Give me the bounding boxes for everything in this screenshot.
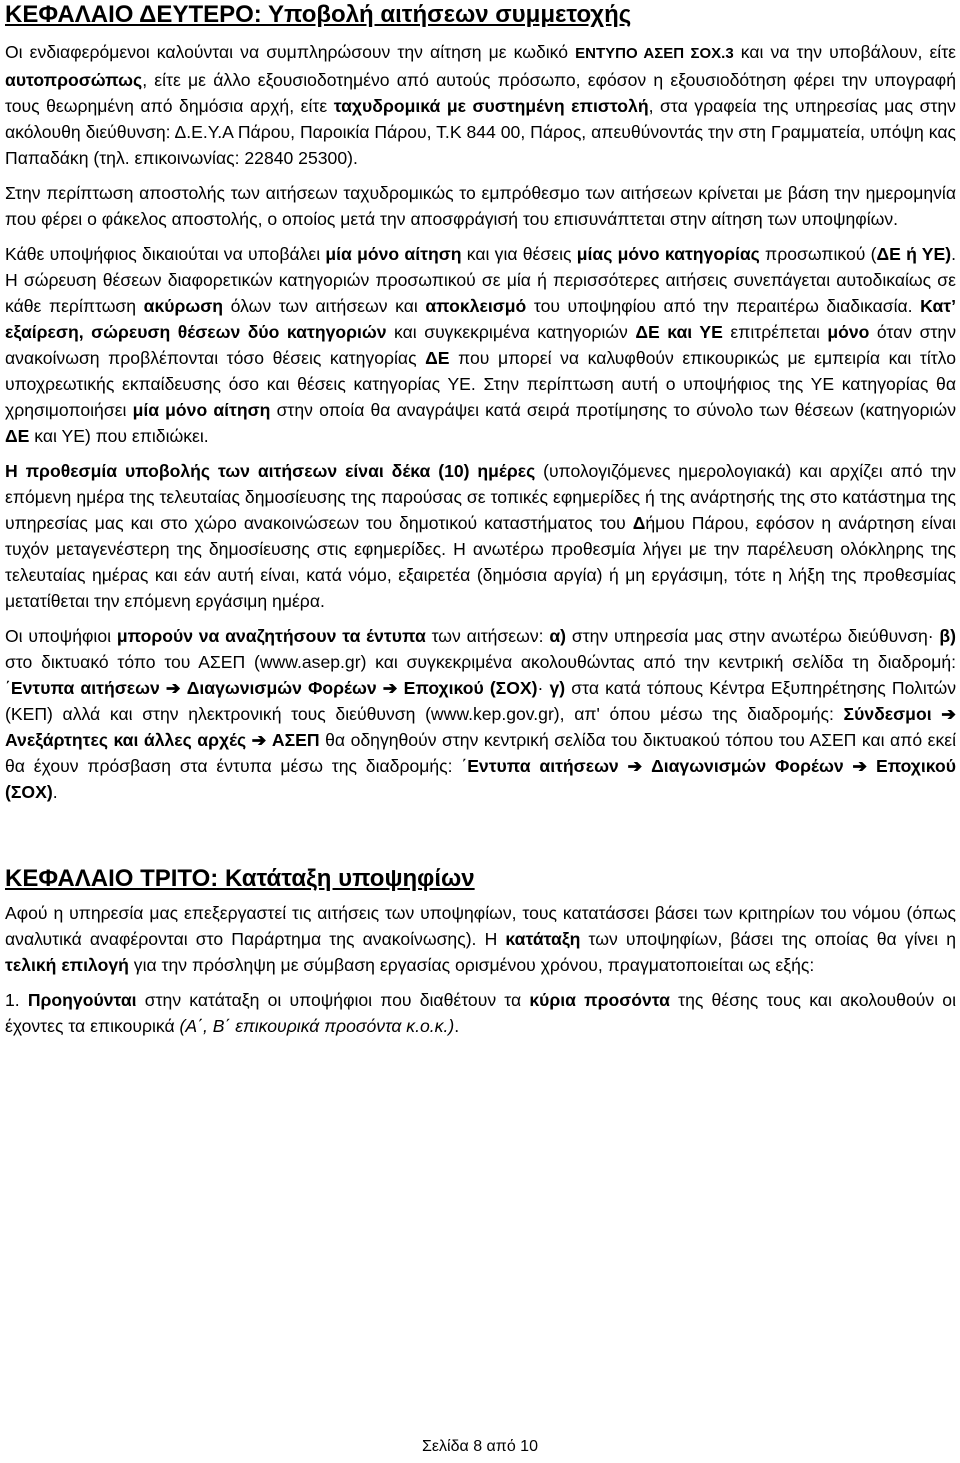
text: θα οδηγηθούν στην κεντρική σελίδα του δικτυακού τόπου του ΑΣΕΠ και από εκεί θα έχουν πρόσβαση στα έντυπα μέσω της διαδρομής: ΄ — [5, 730, 956, 776]
text: απευθύνοντάς την στη Γραμματεία, υπόψη κας Παπαδάκη (τηλ. επικοινωνίας: 22840 25300). — [5, 122, 956, 168]
text: στην κατάταξη οι υποψήφιοι που διαθέτουν τα — [136, 990, 530, 1010]
path-step: ΑΣΕΠ — [271, 730, 320, 750]
text: και συγκεκριμένα κατηγοριών — [386, 322, 636, 342]
deadline: Η προθεσμία υποβολής των αιτήσεων είναι δέκα (10) ημέρες — [5, 461, 536, 481]
path-step: Ανεξάρτητες και άλλες αρχές — [5, 730, 247, 750]
emphasis: μία μόνο αίτηση — [325, 244, 462, 264]
path-step: Εποχικού (ΣΟΧ) — [5, 756, 957, 802]
emphasis: β) — [939, 626, 956, 646]
text: και να την υποβάλουν, είτε — [733, 42, 956, 62]
section-gap — [5, 814, 956, 864]
text: όλων των αιτήσεων και — [223, 296, 426, 316]
text: , στα γραφεία της υπηρεσίας μας στην ακόλουθη διεύθυνση: — [5, 96, 956, 142]
emphasis: μία μόνο αίτηση — [132, 400, 271, 420]
ranking-paragraph — [5, 900, 956, 978]
form-code: ΕΝΤΥΠΟ ΑΣΕΠ ΣΟΧ.3 — [575, 45, 734, 62]
emphasis: ΔΕ — [5, 426, 30, 446]
text: στο δικτυακό τόπο του ΑΣΕΠ (www.asep.gr) και συγκεκριμένα ακολουθώντας από την κεντρική σελίδα τη διαδρομή: ΄ — [5, 652, 956, 698]
text: ήμου Πάρου, εφόσον η ανάρτηση είναι τυχόν μεταγενέστερη της δημοσίευσης στις εφημερίδες. Η ανωτέρω προθεσμία λήγει με την παρέλευση ολόκληρης της τελευταίας ημέρας και εάν αυτή είναι, κατά νόμο, εξαιρετέα (δημόσια αργία) ή μη εργάσιμη, τότε η λήξη της προθεσμίας μετατίθεται την επόμενη εργάσιμη ημέρα. — [5, 513, 956, 611]
deadline-paragraph — [5, 458, 956, 614]
text: των αιτήσεων: — [425, 626, 550, 646]
registered-mail: ταχυδρομικά με συστημένη επιστολή — [333, 96, 649, 116]
emphasis: κατάταξη — [505, 929, 581, 949]
text: · — [537, 678, 550, 698]
emphasis: Κατ’ εξαίρεση, σώρευση θέσεων δύο κατηγοριών — [5, 296, 956, 342]
emphasis: μπορούν να αναζητήσουν τα έντυπα — [116, 626, 426, 646]
arrow-right-icon: ➔ — [251, 730, 267, 750]
emphasis: ΔΕ — [425, 348, 450, 368]
path-step: Διαγωνισμών Φορέων — [186, 678, 377, 698]
text: στην υπηρεσία μας στην ανωτέρω διεύθυνση· — [566, 626, 940, 646]
text: (υπολογιζόμενες ημερολογιακά) και αρχίζει από την επόμενη ημέρα της τελευταίας δημοσίευσης της παρούσας σε τοπικές εφημερίδες ή της ανάρτησής της στο κατάστημα της υπηρεσίας μας και στο χώρο ανακοινώσεων του δημοτικού καταστήματος του — [5, 461, 956, 533]
text: στην οποία θα αναγράψει κατά σειρά προτίμησης το σύνολο των θέσεων (κατηγοριών — [270, 400, 956, 420]
ranking-item-1 — [5, 987, 956, 1039]
text: . — [52, 782, 58, 802]
text: που μπορεί να καλυφθούν επικουρικώς με εμπειρία και τίτλο υποχρεωτικής εκπαίδευσης όσο και θέσεις κατηγορίας ΥΕ. Στην περίπτωση αυτή ο υποψήφιος της ΥΕ κατηγορίας θα χρησιμοποιήσει — [5, 348, 956, 420]
text: του υποψηφίου από την περαιτέρω διαδικασία. — [526, 296, 921, 316]
one-application-paragraph — [5, 241, 956, 449]
emphasis: μόνο — [827, 322, 870, 342]
path-step: Εντυπα αιτήσεων — [467, 756, 619, 776]
text: των υποψηφίων, βάσει της οποίας θα γίνει η — [580, 929, 956, 949]
arrow-right-icon: ➔ — [627, 756, 643, 776]
text: , είτε με άλλο εξουσιοδοτημένο από αυτούς πρόσωπο, εφόσον η εξουσιοδότηση φέρει την υπογραφή τους θεωρημένη από δημόσια αρχή, είτε — [5, 70, 956, 116]
emphasis: ΔΕ και ΥΕ — [635, 322, 723, 342]
text: επιτρέπεται — [722, 322, 828, 342]
text: Οι ενδιαφερόμενοι καλούνται να συμπληρώσουν την αίτηση με κωδικό — [5, 42, 576, 62]
arrow-right-icon: ➔ — [382, 678, 398, 698]
path-step: Εντυπα αιτήσεων — [10, 678, 160, 698]
arrow-right-icon: ➔ — [165, 678, 181, 698]
italic-text: (Α΄, Β΄ επικουρικά προσόντα κ.ο.κ.) — [179, 1016, 455, 1036]
document-page — [5, 0, 956, 1048]
emphasis: ακύρωση — [143, 296, 224, 316]
text: προσωπικού ( — [759, 244, 877, 264]
text: και ΥΕ) που επιδιώκει. — [29, 426, 209, 446]
text: της θέσης τους και ακολουθούν οι έχοντες τα επικουρικά — [5, 990, 956, 1036]
arrow-right-icon: ➔ — [852, 756, 868, 776]
emphasis: Δ — [632, 513, 646, 533]
path-step: Εποχικού (ΣΟΧ) — [403, 678, 538, 698]
emphasis: κύρια προσόντα — [529, 990, 670, 1010]
text: όταν στην ανακοίνωση προβλέπονται τόσο θέσεις κατηγορίας — [5, 322, 956, 368]
page-number: Σελίδα 8 από 10 — [422, 1438, 538, 1455]
text: για την πρόσληψη με σύμβαση εργασίας ορισμένου χρόνου, πραγματοποιείται ως εξής: — [128, 955, 815, 975]
text: Οι υποψήφιοι — [5, 626, 117, 646]
arrow-right-icon: ➔ — [941, 704, 957, 724]
address: Δ.Ε.Υ.Α Πάρου, Παροικία Πάρου, Τ.Κ 844 00, Πάρος, — [174, 122, 587, 142]
chapter-two-title: ΚΕΦΑΛΑΙΟ ΔΕΥΤΕΡΟ: Υποβολή αιτήσεων συμμετοχής — [5, 1, 632, 28]
emphasis: α) — [549, 626, 567, 646]
in-person: αυτοπροσώπως — [5, 70, 143, 90]
path-step: Σύνδεσμοι — [843, 704, 932, 724]
text: Κάθε υποψήφιος δικαιούται να υποβάλει — [5, 244, 326, 264]
emphasis: αποκλεισμό — [425, 296, 527, 316]
submission-paragraph — [5, 39, 956, 171]
emphasis: γ) — [549, 678, 566, 698]
emphasis: τελική επιλογή — [5, 955, 129, 975]
chapter-three-title: ΚΕΦΑΛΑΙΟ ΤΡΙΤΟ: Κατάταξη υποψηφίων — [5, 865, 475, 892]
item-number: 1. — [5, 990, 28, 1010]
text: και για θέσεις — [461, 244, 577, 264]
emphasis: ΔΕ ή ΥΕ) — [876, 244, 952, 264]
path-step: Διαγωνισμών Φορέων — [651, 756, 844, 776]
text: . Η σώρευση θέσεων διαφορετικών κατηγοριών προσωπικού σε μία ή περισσότερες αιτήσεις συνεπάγεται αυτοδικαίως σε κάθε περίπτωση — [5, 244, 957, 316]
text: . — [454, 1016, 460, 1036]
emphasis: Προηγούνται — [27, 990, 137, 1010]
emphasis: μίας μόνο κατηγορίας — [576, 244, 760, 264]
forms-paragraph — [5, 623, 956, 805]
text: Αφού η υπηρεσία μας επεξεργαστεί τις αιτήσεις των υποψηφίων, τους κατατάσσει βάσει των κριτηρίων του νόμου (όπως αναλυτικά αναφέρονται στο Παράρτημα της ανακοίνωσης). Η — [5, 903, 956, 949]
postal-paragraph: Στην περίπτωση αποστολής των αιτήσεων ταχυδρομικώς το εμπρόθεσμο των αιτήσεων κρίνεται με βάση την ημερομηνία που φέρει ο φάκελος αποστολής, ο οποίος μετά την αποσφράγισή του επισυνάπτεται στην αίτηση των υποψηφίων. — [5, 183, 956, 229]
text: στα κατά τόπους Κέντρα Εξυπηρέτησης Πολιτών (ΚΕΠ) αλλά και στην ηλεκτρονική τους διεύθυνση (www.kep.gov.gr), απ' όπου μέσω της διαδρομής: — [5, 678, 956, 724]
